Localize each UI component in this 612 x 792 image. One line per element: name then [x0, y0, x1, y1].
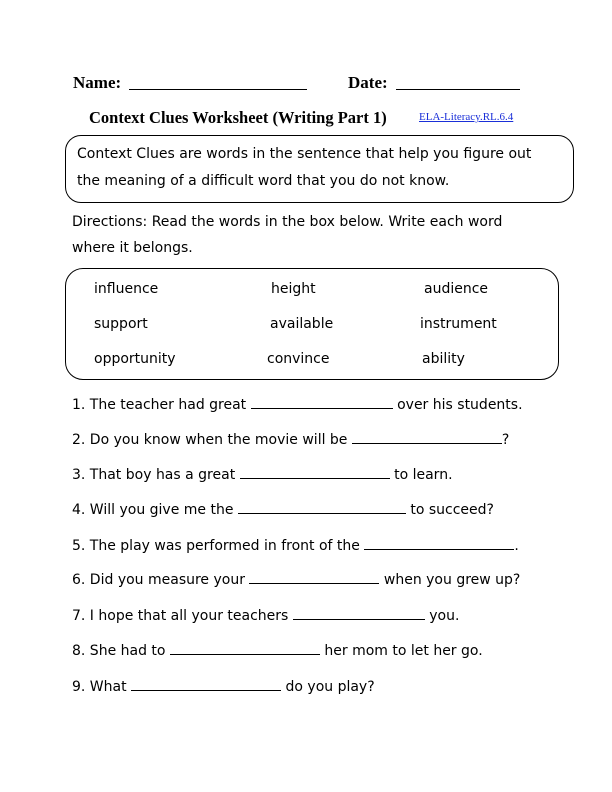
question-text: 2. Do you know when the movie will be	[72, 432, 348, 448]
question-5	[72, 537, 519, 554]
answer-blank[interactable]	[240, 466, 390, 479]
question-text: you.	[429, 608, 460, 624]
question-6	[72, 571, 520, 588]
question-text: 1. The teacher had great	[72, 397, 247, 413]
definition-line-2: the meaning of a difficult word that you do not know.	[77, 173, 450, 189]
answer-blank[interactable]	[251, 396, 393, 409]
answer-blank[interactable]	[364, 537, 514, 550]
question-8	[72, 642, 483, 659]
date-label: Date:	[348, 73, 388, 92]
word-bank-item: ability	[422, 351, 465, 367]
date-blank[interactable]	[396, 75, 520, 90]
question-7	[72, 607, 459, 624]
question-text: 7. I hope that all your teachers	[72, 608, 289, 624]
question-3	[72, 466, 453, 483]
question-text: to succeed?	[410, 502, 494, 518]
word-bank-item: convince	[267, 351, 330, 367]
answer-blank[interactable]	[352, 431, 502, 444]
answer-blank[interactable]	[293, 607, 425, 620]
question-text: 3. That boy has a great	[72, 467, 236, 483]
question-text: 9. What	[72, 679, 127, 695]
word-bank-item: opportunity	[94, 351, 176, 367]
worksheet-title: Context Clues Worksheet (Writing Part 1)	[89, 108, 387, 127]
word-bank-item: audience	[424, 281, 489, 297]
question-text: .	[514, 538, 519, 554]
question-text: 5. The play was performed in front of the	[72, 538, 360, 554]
word-bank-item: height	[271, 281, 316, 297]
answer-blank[interactable]	[249, 571, 379, 584]
answer-blank[interactable]	[170, 642, 320, 655]
question-1	[72, 396, 523, 413]
question-text: her mom to let her go.	[324, 643, 483, 659]
question-4	[72, 501, 494, 518]
directions-line-1: Directions: Read the words in the box below. Write each word	[72, 214, 503, 230]
definition-line-1: Context Clues are words in the sentence that help you figure out	[77, 146, 532, 162]
question-text: to learn.	[394, 467, 453, 483]
name-label: Name:	[73, 73, 122, 92]
question-text: 6. Did you measure your	[72, 572, 245, 588]
answer-blank[interactable]	[238, 501, 406, 514]
question-text: ?	[501, 432, 510, 448]
question-text: over his students.	[397, 397, 523, 413]
word-bank-item: influence	[94, 281, 159, 297]
word-bank-item: available	[270, 316, 334, 332]
question-2	[72, 431, 509, 448]
question-9	[72, 678, 375, 695]
word-bank-item: support	[94, 316, 148, 332]
question-text: 8. She had to	[72, 643, 166, 659]
name-blank[interactable]	[129, 75, 307, 90]
question-text: when you grew up?	[383, 572, 521, 588]
directions-line-2: where it belongs.	[72, 240, 193, 256]
question-text: do you play?	[285, 679, 375, 695]
question-text: 4. Will you give me the	[72, 502, 234, 518]
standard-link[interactable]: ELA-Literacy.RL.6.4	[419, 111, 514, 123]
answer-blank[interactable]	[131, 678, 281, 691]
word-bank-item: instrument	[420, 316, 497, 332]
